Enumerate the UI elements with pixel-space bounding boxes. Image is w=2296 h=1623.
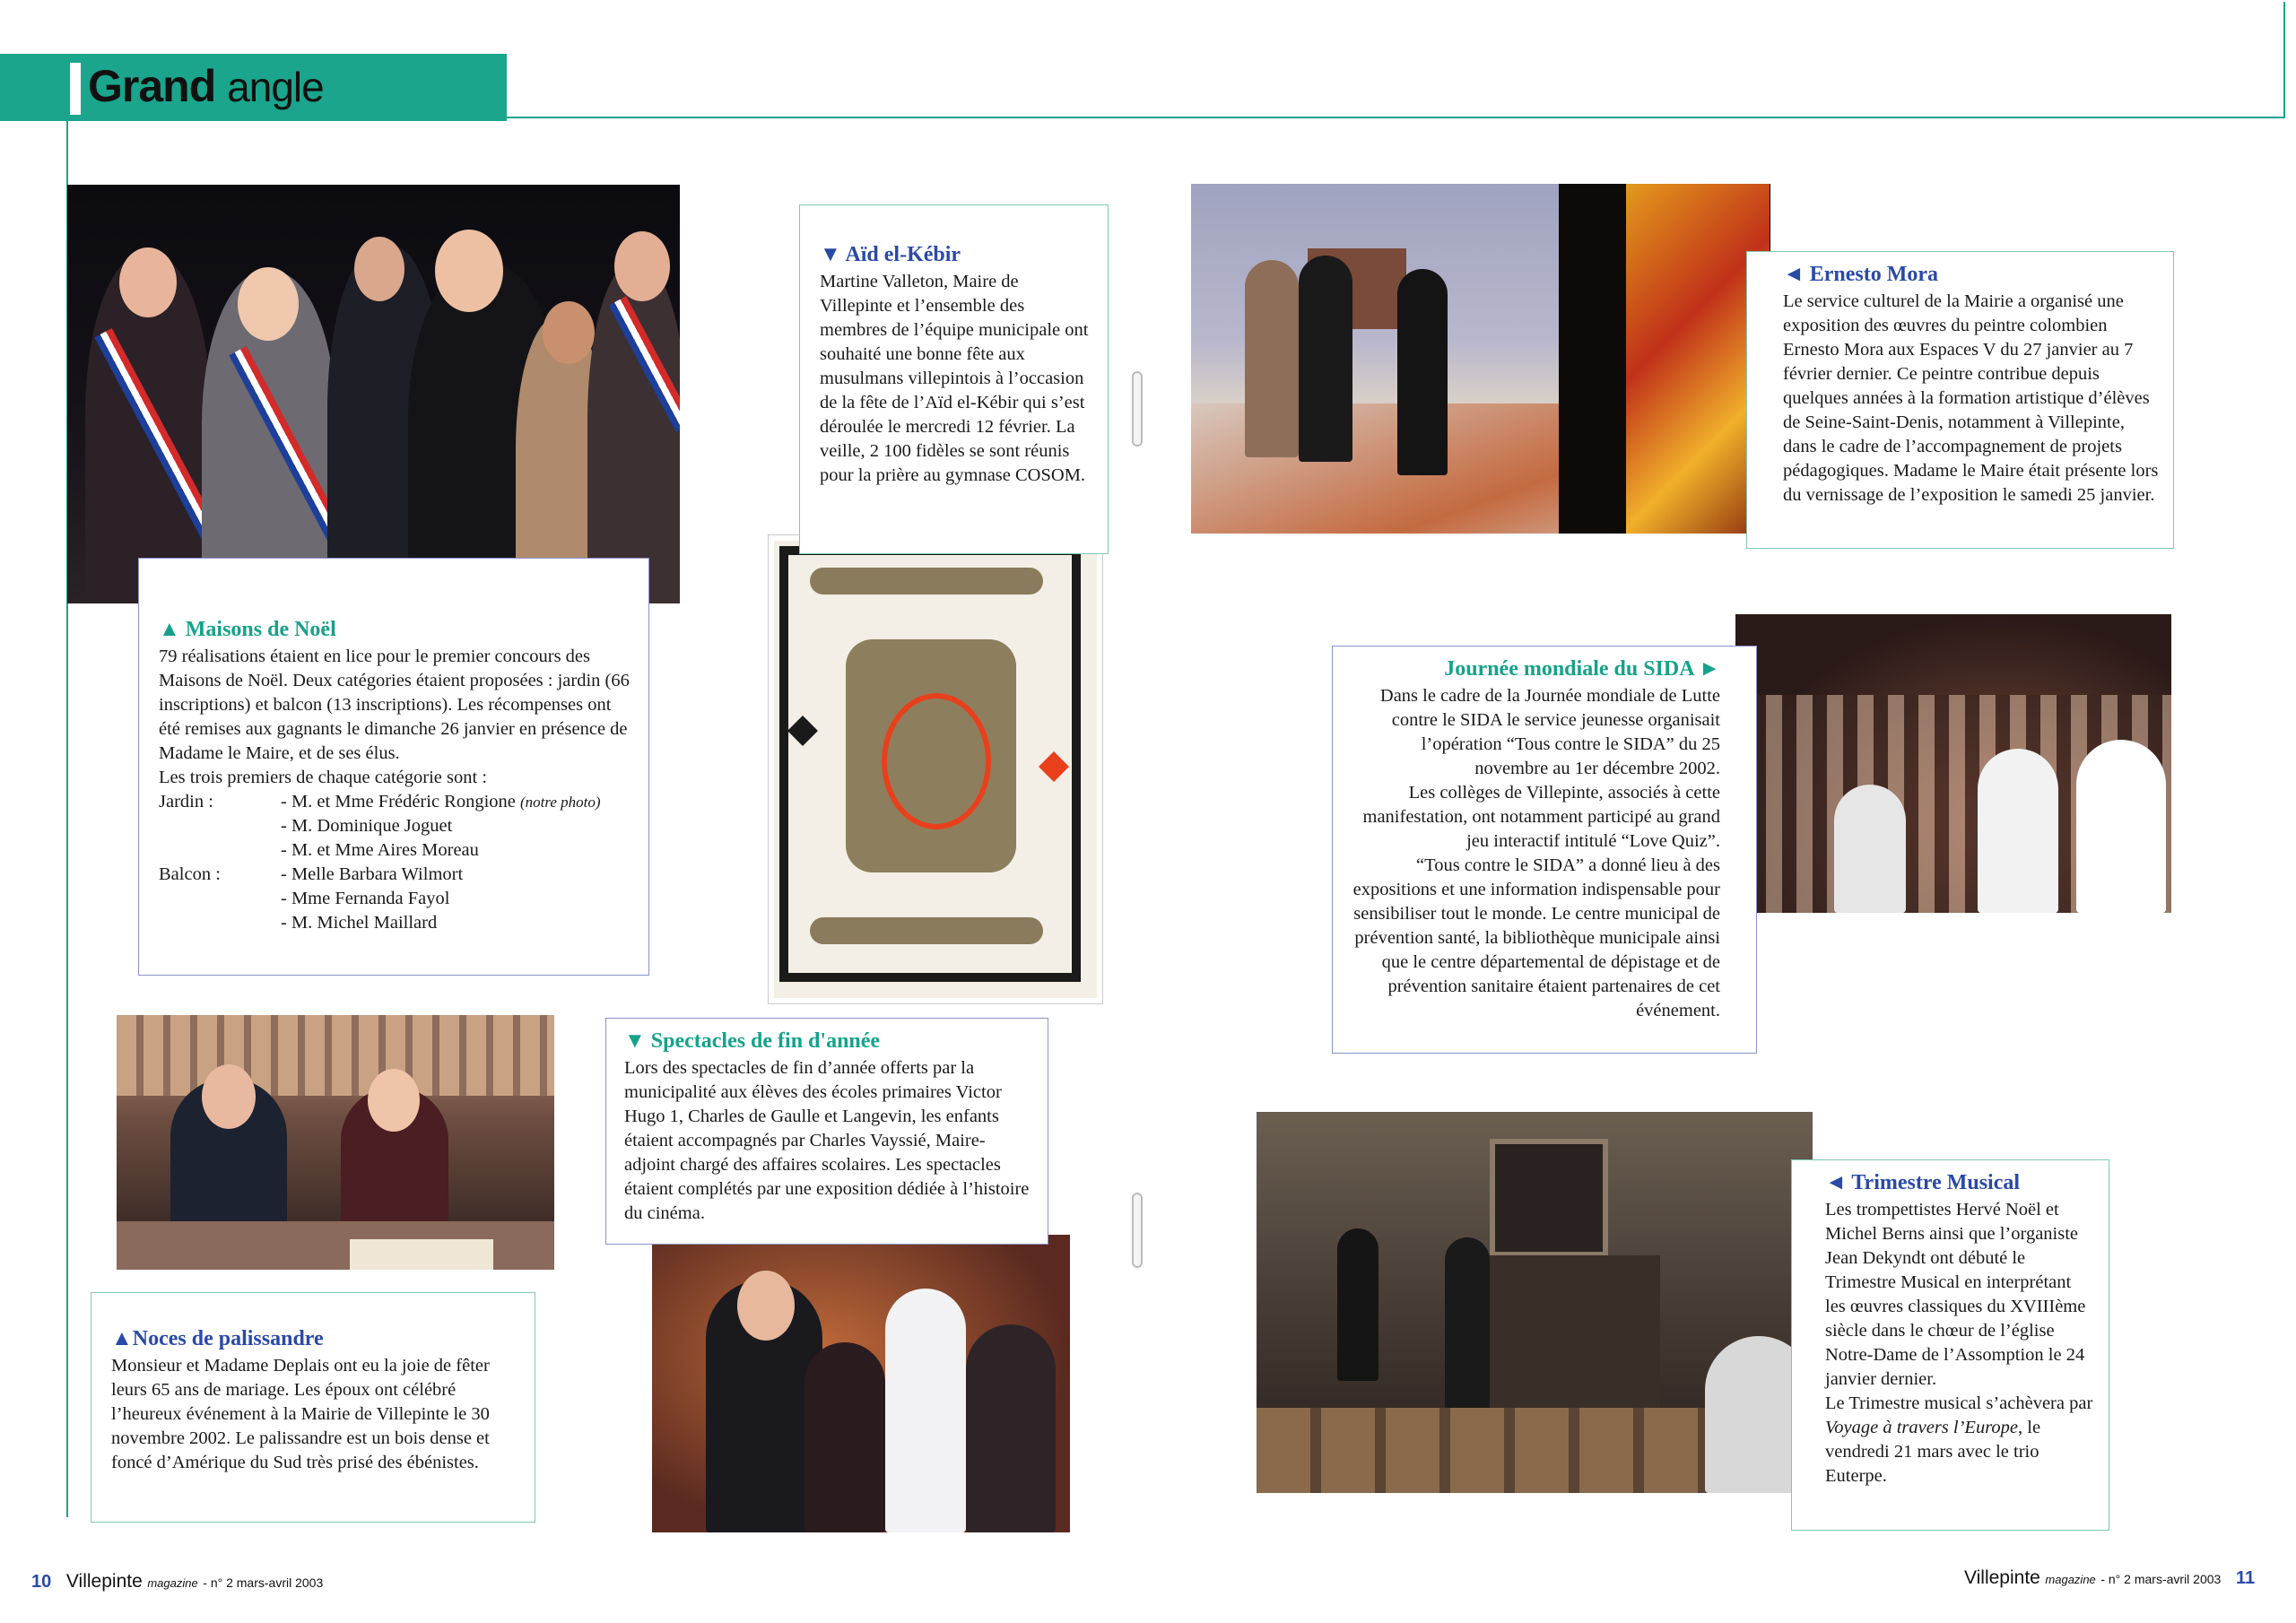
spectacles-text: Lors des spectacles de fin d’année offerts par la municipalité aux élèves des écoles primaires Victor Hugo 1, Charles de Gaulle et Langevin, les enfants étaient accompagnés par Charles Vayssié, Maire-adjoint chargé des affaires scolaires. Les spectacles étaient complétés par une exposition dédiée à l’histoire du cinéma.	[624, 1058, 1030, 1223]
ernesto-mora-exhibition-photo	[1191, 184, 1770, 534]
trimestre-musical-p2: Le Trimestre musical s’achèvera par Voyage à travers l’Europe, le vendredi 21 mars avec le trio Euterpe.	[1825, 1393, 2093, 1486]
footer-right	[1964, 1567, 2255, 1591]
calligraphy-artwork	[769, 535, 1102, 1003]
noces-de-palissandre-photo	[117, 1015, 554, 1270]
photo-note: (notre photo)	[520, 794, 601, 811]
balcon-winner-3: - M. Michel Maillard	[281, 913, 438, 933]
spectacles-children-photo	[652, 1235, 1070, 1532]
journee-sida-audience-photo	[1735, 614, 2171, 913]
spectacles-title: ▼ Spectacles de fin d'année	[624, 1029, 881, 1053]
page-number-right: 11	[2236, 1568, 2256, 1588]
journee-sida-box	[1332, 646, 1757, 1054]
spectacles-box	[605, 1018, 1048, 1245]
jardin-label: Jardin :	[159, 792, 213, 812]
header-marker	[70, 63, 81, 115]
footer-magazine-right: magazine	[2045, 1573, 2096, 1586]
aid-el-kebir-box	[799, 204, 1109, 554]
journee-sida-p1: Dans le cadre de la Journée mondiale de Lutte contre le SIDA le service jeunesse organisait l’opération “Tous contre le SIDA” du 25 novembre au 1er décembre 2002.	[1379, 686, 1720, 778]
aid-el-kebir-title: ▼ Aïd el-Kébir	[820, 243, 961, 266]
binding-staple-bottom	[1132, 1193, 1143, 1268]
balcon-label: Balcon :	[159, 864, 221, 884]
journee-sida-title: Journée mondiale du SIDA ►	[1444, 657, 1720, 681]
footer-left	[31, 1571, 323, 1594]
journee-sida-p3: “Tous contre le SIDA” a donné lieu à des expositions et une information indispensable pour sensibiliser tout le monde. Le centre municipal de prévention santé, la bibliothèque municipale ainsi que le centre départemental de dépistage et de prévention sanitaire étaient partenaires de cet événement.	[1352, 855, 1720, 1020]
maisons-de-noel-photo	[67, 185, 680, 603]
journee-sida-p2: Les collèges de Villepinte, associés à cette manifestation, ont notamment participé au grand jeu interactif intitulé “Love Quiz”.	[1362, 783, 1720, 851]
noces-de-palissandre-box	[91, 1292, 535, 1523]
top-rule	[507, 117, 2285, 118]
trimestre-musical-box	[1791, 1159, 2109, 1531]
maisons-de-noel-lead: Les trois premiers de chaque catégorie sont :	[159, 768, 488, 787]
binding-staple-top	[1132, 371, 1143, 447]
noces-de-palissandre-title: ▲Noces de palissandre	[111, 1327, 324, 1350]
maisons-de-noel-box	[138, 558, 649, 976]
jardin-winner-2: - M. Dominique Joguet	[281, 816, 453, 836]
footer-issue-right: - n° 2 mars-avril 2003	[2100, 1572, 2222, 1586]
balcon-winner-1: - Melle Barbara Wilmort	[281, 864, 464, 884]
maisons-de-noel-ranking	[159, 790, 636, 935]
page-number-left: 10	[31, 1572, 52, 1592]
footer-brand-right: Villepinte	[1964, 1567, 2040, 1588]
jardin-winner-1: - M. et Mme Frédéric Rongione (notre photo)	[281, 792, 601, 812]
aid-el-kebir-text: Martine Valleton, Maire de Villepinte et l’ensemble des membres de l’équipe municipale ont souhaité une bonne fête aux musulmans villepintois à l’occasion de la fête de l’Aïd el-Kébir qui s’est déroulée le mercredi 12 février. La veille, 2 100 fidèles se sont réunis pour la prière au gymnase COSOM.	[820, 272, 1089, 485]
balcon-winner-2: - Mme Fernanda Fayol	[281, 889, 450, 908]
section-title: Grand angle	[88, 61, 324, 111]
right-rule	[2283, 2, 2285, 118]
trimestre-musical-p1: Les trompettistes Hervé Noël et Michel Berns ainsi que l’organiste Jean Dekyndt ont débuté le Trimestre Musical en interprétant les œuvres classiques du XVIIIème siècle dans le chœur de l’église Notre-Dame de l’Assomption le 24 janvier dernier.	[1825, 1200, 2086, 1389]
footer-issue-left: - n° 2 mars-avril 2003	[203, 1575, 324, 1590]
jardin-winner-3: - M. et Mme Aires Moreau	[281, 840, 479, 860]
footer-brand-left: Villepinte	[65, 1571, 143, 1592]
maisons-de-noel-title: ▲ Maisons de Noël	[159, 618, 336, 641]
ernesto-mora-text: Le service culturel de la Mairie a organisé une exposition des œuvres du peintre colombien Ernesto Mora aux Espaces V du 27 janvier au 7 février dernier. Ce peintre contribue depuis quelques années à la formation artistique d’élèves de Seine-Saint-Denis, notamment à Villepinte, dans le cadre de l’accompagnement de projets pédagogiques. Madame le Maire était présente lors du vernissage de l’exposition le samedi 25 janvier.	[1783, 291, 2159, 505]
footer-magazine-left: magazine	[147, 1576, 198, 1590]
ernesto-mora-title: ◄ Ernesto Mora	[1783, 263, 1939, 286]
trimestre-musical-concert-photo	[1257, 1112, 1813, 1493]
ernesto-mora-box	[1746, 251, 2174, 549]
trimestre-musical-title: ◄ Trimestre Musical	[1825, 1171, 2021, 1194]
maisons-de-noel-intro: 79 réalisations étaient en lice pour le premier concours des Maisons de Noël. Deux catégories étaient proposées : jardin (66 inscriptions) et balcon (13 inscriptions). Les récompenses ont été remises aux gagnants le dimanche 26 janvier en présence de Madame le Maire, et de ses élus.	[159, 647, 630, 763]
noces-de-palissandre-text: Monsieur et Madame Deplais ont eu la joie de fêter leurs 65 ans de mariage. Les époux ont célébré l’heureux événement à la Mairie de Villepinte le 30 novembre 2002. Le palissandre est un bois dense et foncé d’Amérique du Sud très prisé des ébénistes.	[111, 1356, 490, 1472]
